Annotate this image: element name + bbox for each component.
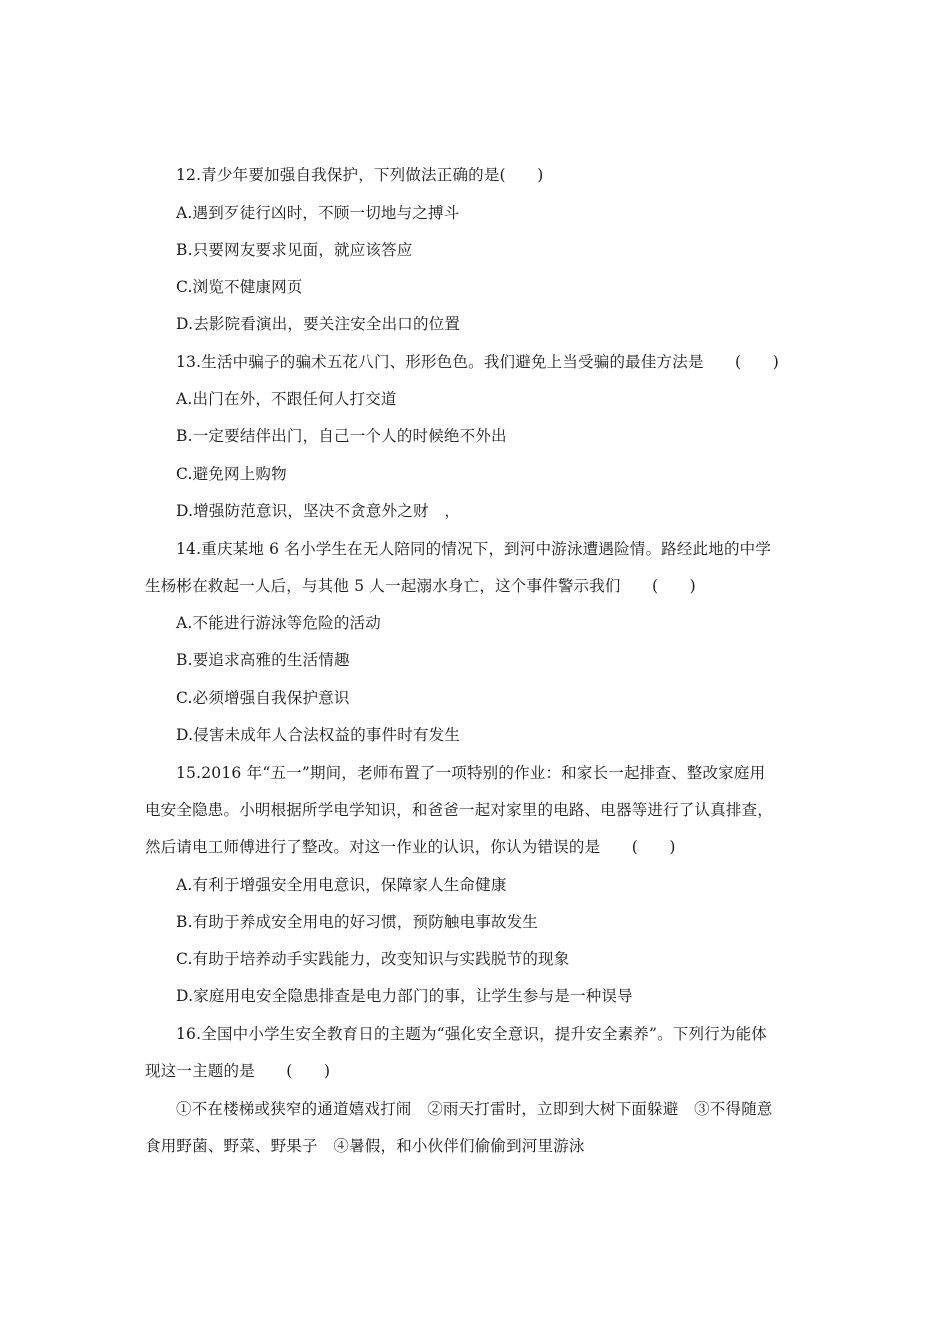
question-16-stem-line-2: 现这一主题的是 ( ) xyxy=(145,1062,331,1080)
question-15-option-b: B.有助于养成安全用电的好习惯，预防触电事故发生 xyxy=(176,913,539,931)
question-15-stem-line-1: 15.2016 年“五一”期间，老师布置了一项特别的作业：和家长一起排查、整改家庭用 xyxy=(176,764,766,782)
question-14-stem-line-2: 生杨彬在救起一人后，与其他 5 人一起溺水身亡，这个事件警示我们 ( ) xyxy=(145,577,696,595)
question-13-stem: 13.生活中骗子的骗术五花八门、形形色色。我们避免上当受骗的最佳方法是 ( ) xyxy=(176,353,779,371)
question-12-option-d: D.去影院看演出，要关注安全出口的位置 xyxy=(176,315,461,333)
question-15-option-a: A.有利于增强安全用电意识，保障家人生命健康 xyxy=(176,876,507,894)
question-13-option-b: B.一定要结伴出门，自己一个人的时候绝不外出 xyxy=(176,427,507,445)
question-13-option-c: C.避免网上购物 xyxy=(176,465,287,483)
question-15-stem-line-2: 电安全隐患。小明根据所学电学知识，和爸爸一起对家里的电路、电器等进行了认真排查， xyxy=(145,801,774,819)
question-14-stem-line-1: 14.重庆某地 6 名小学生在无人陪同的情况下，到河中游泳遭遇险情。路经此地的中学 xyxy=(176,540,772,558)
question-12-option-b: B.只要网友要求见面，就应该答应 xyxy=(176,241,413,259)
question-15-option-c: C.有助于培养动手实践能力，改变知识与实践脱节的现象 xyxy=(176,950,570,968)
question-15-option-d: D.家庭用电安全隐患排查是电力部门的事，让学生参与是一种误导 xyxy=(176,987,633,1005)
question-12-stem: 12.青少年要加强自我保护，下列做法正确的是( ) xyxy=(176,166,544,184)
question-14-option-c: C.必须增强自我保护意识 xyxy=(176,689,350,707)
question-14-option-b: B.要追求高雅的生活情趣 xyxy=(176,651,350,669)
question-12-option-c: C.浏览不健康网页 xyxy=(176,278,303,296)
question-16-statements-line-1: ①不在楼梯或狭窄的通道嬉戏打闹 ②雨天打雷时，立即到大树下面躲避 ③不得随意 xyxy=(176,1100,773,1118)
question-13-option-a: A.出门在外，不跟任何人打交道 xyxy=(176,390,397,408)
question-15-stem-line-3: 然后请电工师傅进行了整改。对这一作业的认识，你认为错误的是 ( ) xyxy=(145,838,676,856)
question-16-statements-line-2: 食用野菌、野菜、野果子 ④暑假，和小伙伴们偷偷到河里游泳 xyxy=(145,1137,585,1155)
question-14-option-a: A.不能进行游泳等危险的活动 xyxy=(176,614,381,632)
question-14-option-d: D.侵害未成年人合法权益的事件时有发生 xyxy=(176,726,461,744)
question-12-option-a: A.遇到歹徒行凶时，不顾一切地与之搏斗 xyxy=(176,204,460,222)
question-16-stem-line-1: 16.全国中小学生安全教育日的主题为“强化安全意识，提升安全素养”。下列行为能体 xyxy=(176,1025,768,1043)
question-13-option-d: D.增强防范意识，坚决不贪意外之财 ， xyxy=(176,502,461,520)
